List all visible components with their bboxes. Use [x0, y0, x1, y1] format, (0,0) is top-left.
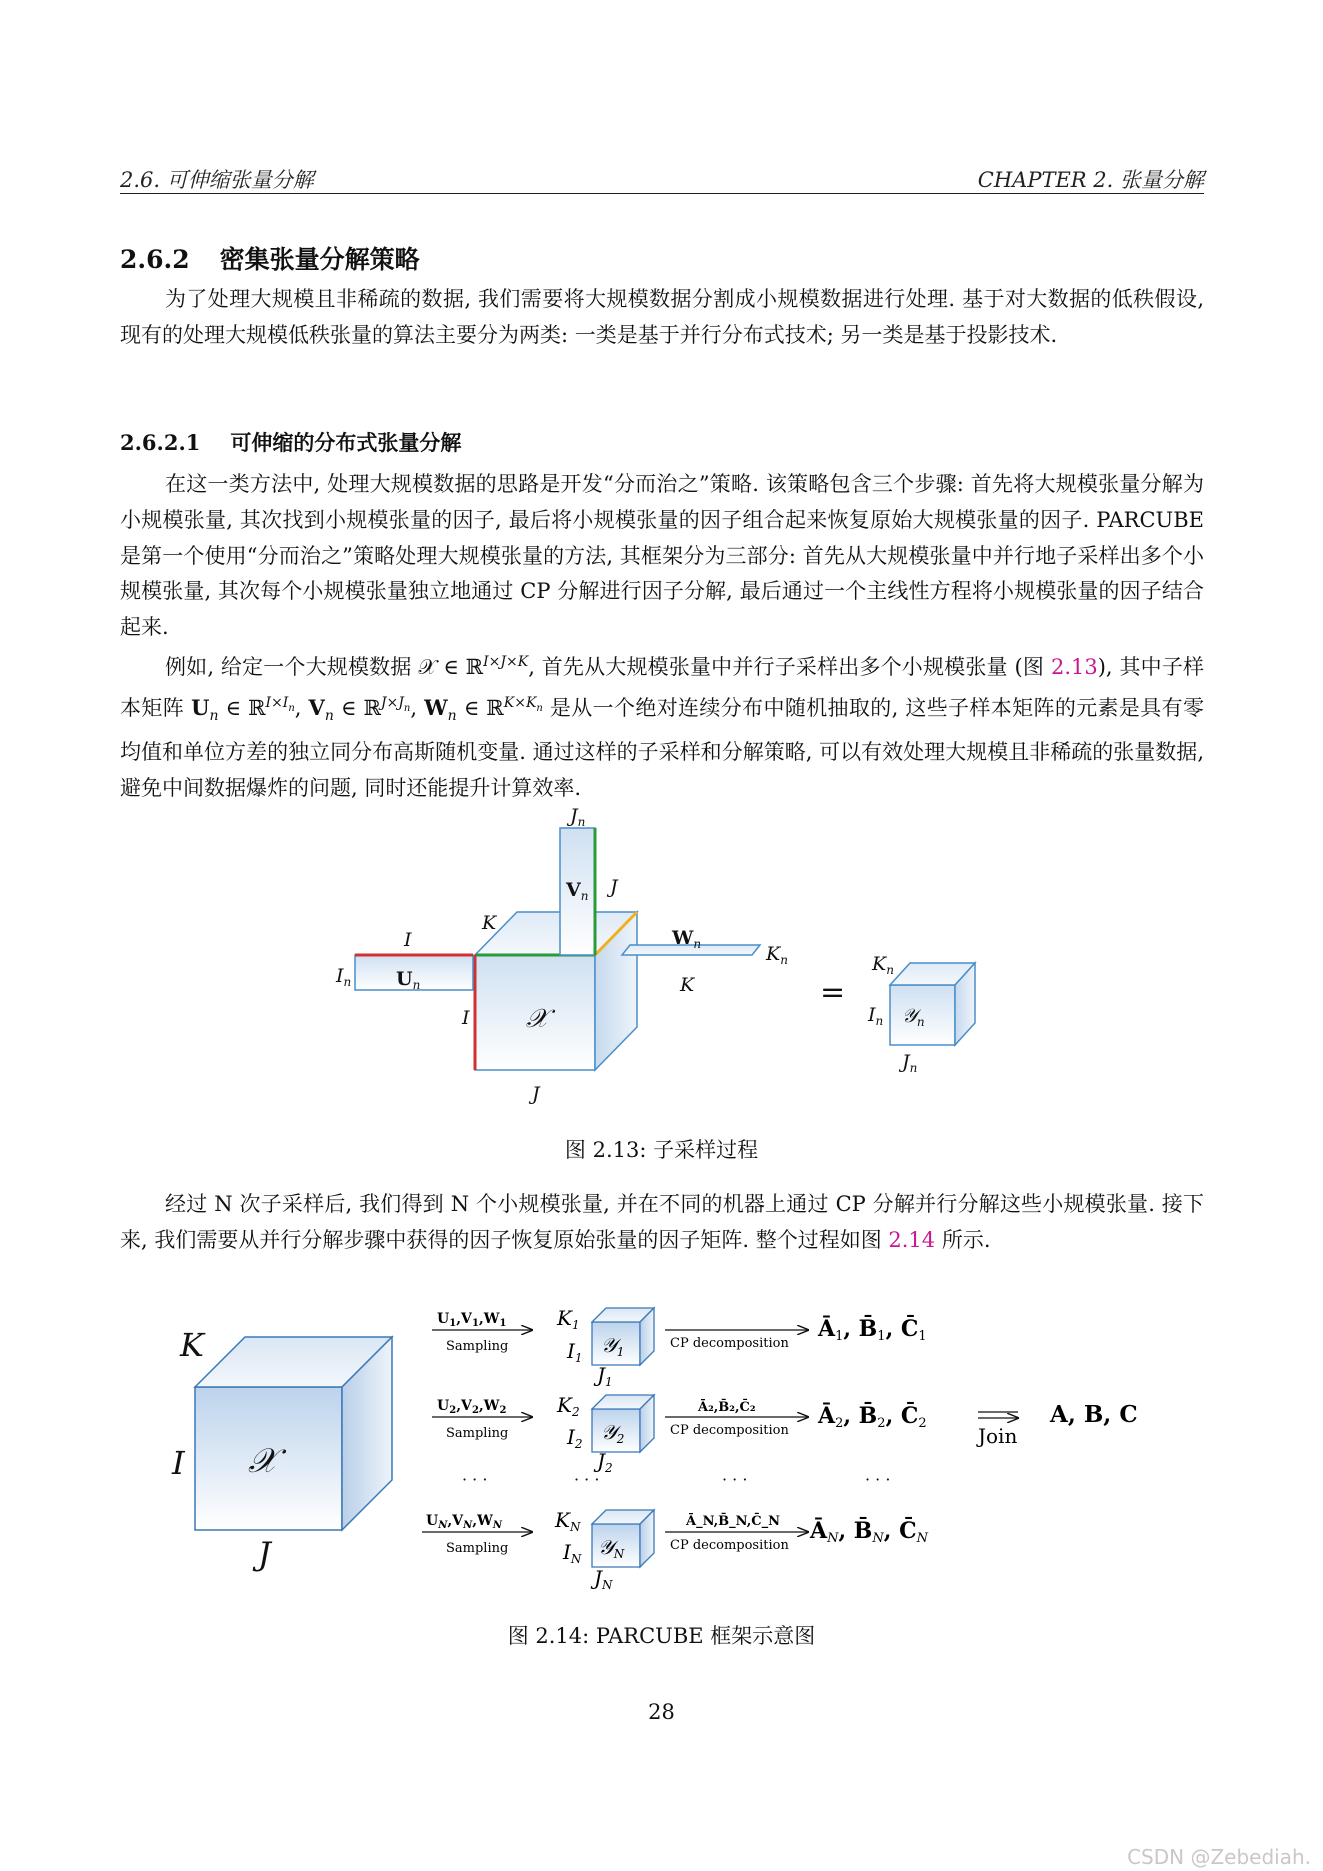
row-2-j: $J_2$	[597, 1449, 613, 1475]
page-number: 28	[648, 1700, 675, 1724]
row-2-cp: CP decomposition	[670, 1423, 789, 1438]
equals-sign: =	[820, 975, 846, 1010]
label-yn: 𝒴$_n$	[902, 1005, 925, 1029]
section-paragraph: 为了处理大规模且非稀疏的数据, 我们需要将大规模数据分割成小规模数据进行处理. 基于对大数据的低秩假设, 现有的处理大规模低秩张量的算法主要分为两类: 一类是基于并行分布式技术; 另一类是基于投影技术.	[120, 287, 1204, 347]
figure-ref-2-14[interactable]: 2.14	[888, 1227, 936, 1252]
big-tensor-cube	[195, 1337, 392, 1530]
row-n-cp-top: Ā_N,B̄_N,C̄_N	[686, 1514, 780, 1529]
paragraph-3: 经过 N 次子采样后, 我们得到 N 个小规模张量, 并在不同的机器上通过 CP 分解并行分解这些小规模张量. 接下来, 我们需要从并行分解步骤中获得的因子恢复原始张量的因子矩阵. 整个过程如图 2.14 所示.	[120, 1192, 1204, 1252]
figure-2-14-diagram	[0, 1290, 1323, 1600]
row-n-output: ĀN, B̄N, C̄N	[810, 1518, 928, 1546]
label-k-under: K	[680, 974, 695, 996]
watermark: CSDN @Zebediah.	[1127, 1845, 1311, 1869]
section-heading	[120, 240, 420, 276]
row-1-input-matrices: $U_1,V_1,W_1$	[437, 1311, 507, 1329]
row-1-k: $K_1$	[557, 1306, 580, 1332]
label-j-bottom: J	[532, 1083, 540, 1105]
label-i-left: I	[462, 1007, 470, 1029]
row-2	[432, 1393, 927, 1475]
row-n-k: $K_N$	[555, 1508, 581, 1534]
subsection-title: 可伸缩的分布式张量分解	[230, 430, 462, 455]
row-n	[422, 1508, 929, 1592]
label-un: $U_n$	[396, 968, 421, 992]
paragraph-2: 例如, 给定一个大规模数据 𝒳 ∈ ℝ$^{I\times J\times K}$, 首先从大规模张量中并行子采样出多个小规模张量 (图 2.13), 其中子样本矩阵 $U_n$ ∈ ℝ$^{I\times I_n}$, $V_n$ ∈ ℝ$^{J\times J_n}$, $W_n$ ∈ ℝ$^{K\times K_n}$ 是从一个绝对连续分布中随机抽取的, 这些子样本矩阵的元素是具有零均值和单位方差的独立同分布高斯随机变量. 通过这样的子采样和分解策略, 可以有效处理大规模且非稀疏的张量数据, 避免中间数据爆炸的问题, 同时还能提升计算效率.	[120, 654, 1204, 800]
row-1-j: $J_1$	[597, 1363, 613, 1389]
row-n-sampling: Sampling	[446, 1541, 509, 1556]
label-in: $I_n$	[336, 965, 352, 989]
row-1-i: $I_1$	[567, 1339, 583, 1365]
running-header-left: 2.6. 可伸缩张量分解	[120, 168, 314, 192]
join-label: Join	[978, 1424, 1018, 1448]
label-j-right: J	[610, 876, 618, 898]
section-title: 密集张量分解策略	[219, 245, 420, 274]
dots-3: · · ·	[722, 1470, 748, 1489]
figure-2-14-caption: 图 2.14: PARCUBE 框架示意图	[507, 1624, 816, 1648]
join-arrow	[976, 1412, 1018, 1448]
row-1	[432, 1306, 927, 1389]
row-1-sampling: Sampling	[446, 1339, 509, 1354]
row-2-input-matrices: $U_2,V_2,W_2$	[437, 1398, 507, 1416]
label-x: 𝒳	[526, 1004, 549, 1034]
row-n-i: $I_N$	[563, 1540, 582, 1566]
big-label-i: I	[172, 1444, 185, 1482]
label-kn-small: $K_n$	[872, 953, 894, 977]
row-n-input-matrices: $U_N,V_N,W_N$	[426, 1513, 502, 1531]
header-rule	[120, 193, 1204, 194]
subsection-heading	[120, 427, 461, 457]
row-1-cp: CP decomposition	[670, 1336, 789, 1351]
figure-ref-2-13[interactable]: 2.13	[1050, 655, 1098, 679]
row-2-cp-top: Ā₂,B̄₂,C̄₂	[698, 1400, 756, 1415]
row-2-i: $I_2$	[567, 1425, 583, 1451]
section-number: 2.6.2	[120, 245, 190, 274]
label-jn-top: $J_n$	[570, 805, 586, 829]
row-1-y: 𝒴$_1$	[601, 1333, 625, 1359]
figure-2-13-caption: 图 2.13: 子采样过程	[564, 1138, 759, 1162]
tensor-x-cube	[475, 912, 637, 1070]
result-abc: A, B, C	[1050, 1401, 1138, 1428]
row-2-sampling: Sampling	[446, 1426, 509, 1441]
tensor-yn-cube	[890, 963, 975, 1045]
label-kn: $K_n$	[766, 943, 788, 967]
label-jn-small: $J_n$	[902, 1051, 918, 1075]
big-label-x: 𝒳	[248, 1441, 278, 1481]
row-n-y: 𝒴$_N$	[598, 1535, 625, 1561]
dots-1: · · ·	[462, 1470, 488, 1489]
figure-2-13-diagram	[0, 790, 1323, 1105]
label-i-top: I	[404, 929, 412, 951]
running-header-right: CHAPTER 2. 张量分解	[977, 168, 1204, 192]
paragraph-1: 在这一类方法中, 处理大规模数据的思路是开发“分而治之”策略. 该策略包含三个步骤: 首先将大规模张量分解为小规模张量, 其次找到小规模张量的因子, 最后将小规模张量的因子组合起来恢复原始大规模张量的因子. PARCUBE 是第一个使用“分而治之”策略处理大规模张量的方法, 其框架分为三部分: 首先从大规模张量中并行地子采样出多个小规模张量, 其次每个小规模张量独立地通过 CP 分解进行因子分解, 最后通过一个主线性方程将小规模张量的因子结合起来.	[120, 472, 1204, 640]
big-label-j: J	[258, 1535, 271, 1573]
row-1-output: Ā1, B̄1, C̄1	[818, 1316, 927, 1344]
row-2-k: $K_2$	[557, 1393, 580, 1419]
row-n-cp: CP decomposition	[670, 1538, 789, 1553]
big-label-k: K	[180, 1326, 204, 1364]
row-2-y: 𝒴$_2$	[601, 1420, 625, 1446]
row-n-j: $J_N$	[594, 1566, 613, 1592]
row-2-output: Ā2, B̄2, C̄2	[818, 1403, 927, 1431]
label-vn: $V_n$	[566, 879, 589, 903]
dots-4: · · ·	[865, 1470, 891, 1489]
subsection-number: 2.6.2.1	[120, 430, 201, 455]
label-wn: $W_n$	[672, 927, 702, 951]
label-k-top: K	[482, 912, 497, 934]
label-in-small: $I_n$	[868, 1004, 884, 1028]
dots-2: · · ·	[574, 1470, 600, 1489]
